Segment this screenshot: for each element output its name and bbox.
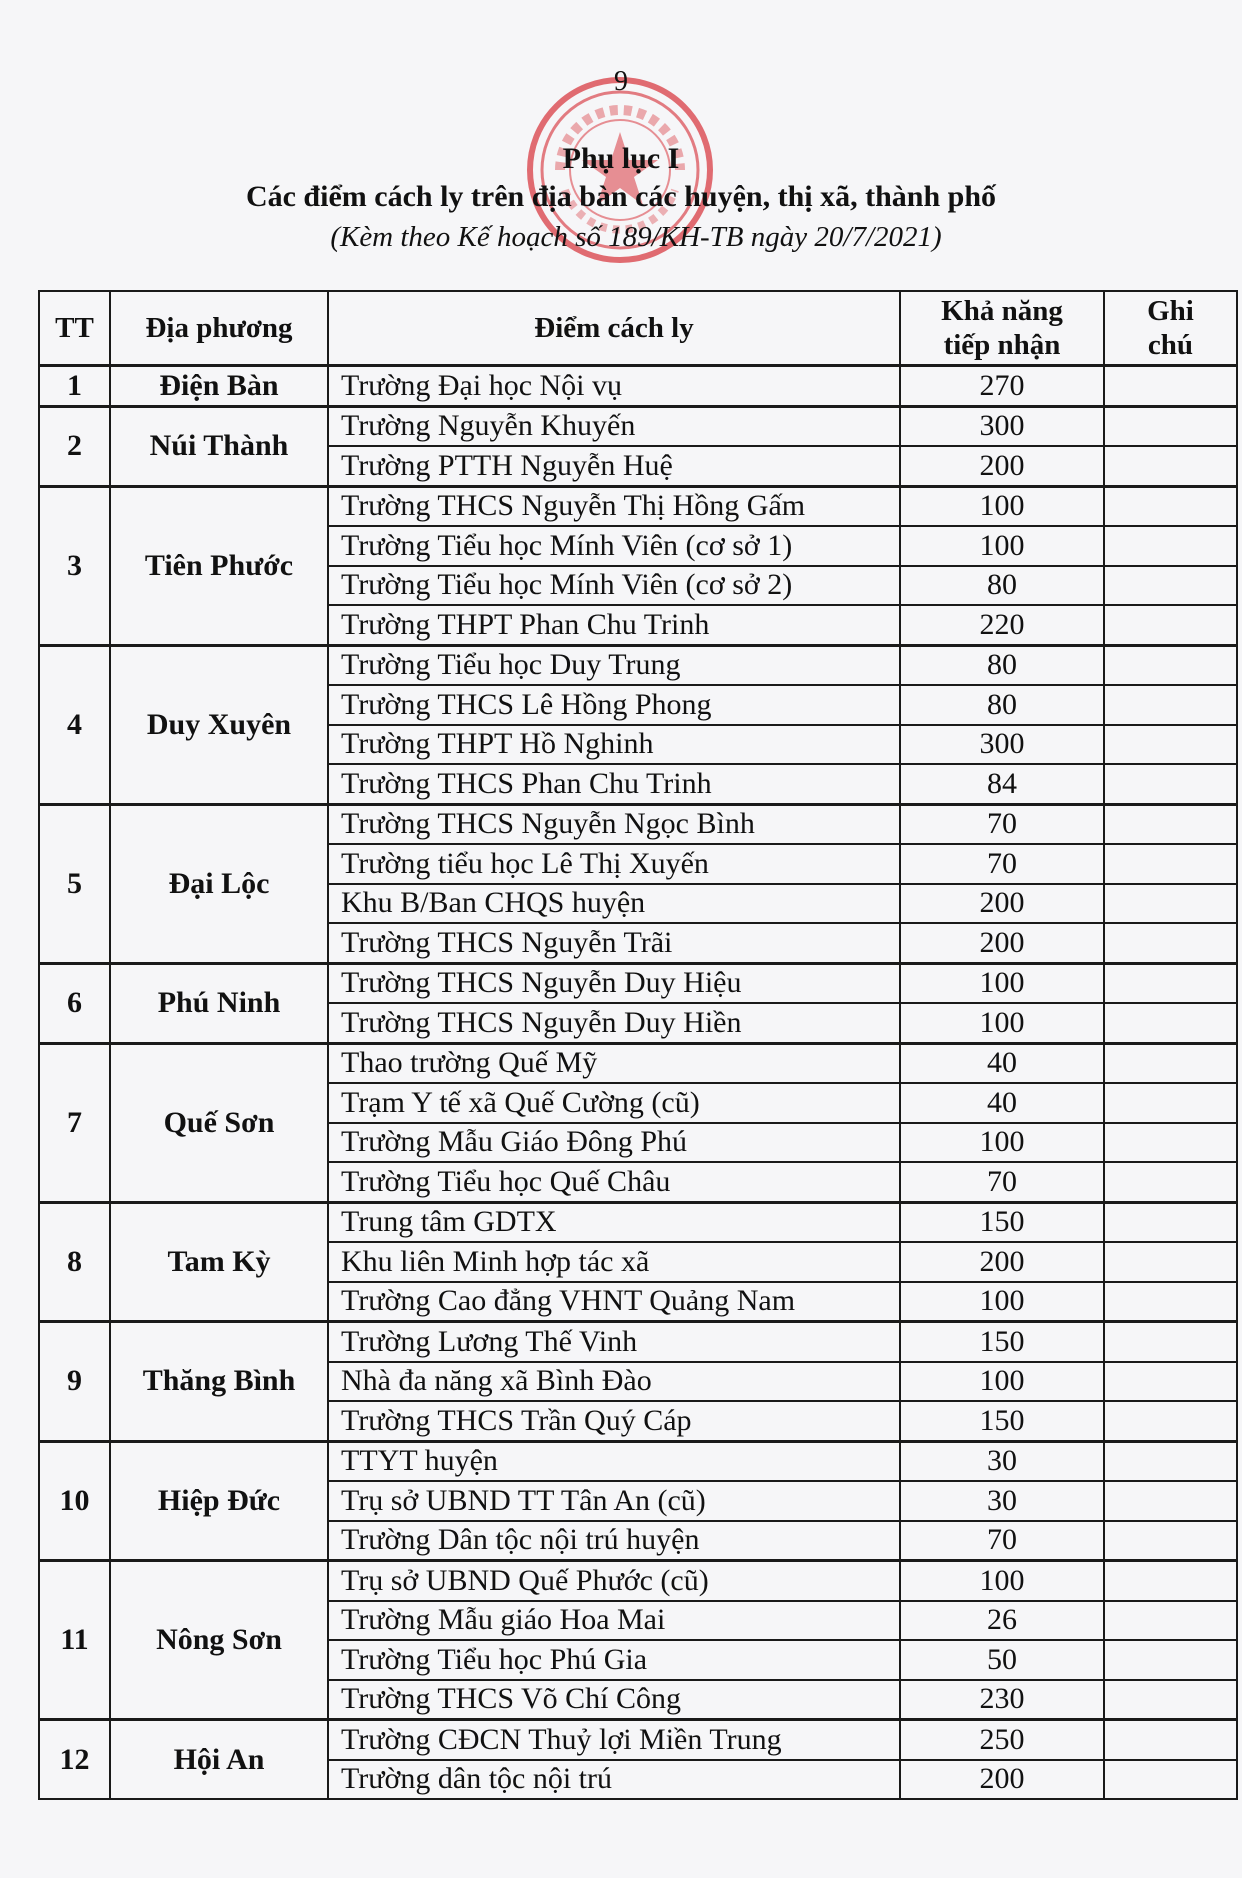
row-note: [1104, 486, 1237, 526]
row-point: Trường THCS Lê Hồng Phong: [328, 685, 900, 725]
row-point: Trường Cao đẳng VHNT Quảng Nam: [328, 1282, 900, 1322]
header-note-line1: Ghi: [1147, 295, 1194, 327]
row-capacity: 26: [900, 1601, 1104, 1641]
row-tt: 11: [39, 1561, 110, 1720]
row-note: [1104, 1521, 1237, 1561]
row-note: [1104, 1720, 1237, 1760]
row-capacity: 80: [900, 566, 1104, 606]
row-note: [1104, 1242, 1237, 1282]
row-point: Trường THCS Trần Quý Cáp: [328, 1401, 900, 1441]
row-note: [1104, 645, 1237, 685]
row-note: [1104, 1043, 1237, 1083]
row-note: [1104, 605, 1237, 645]
row-point: Trường THCS Nguyễn Duy Hiền: [328, 1003, 900, 1043]
row-note: [1104, 1401, 1237, 1441]
document-reference: (Kèm theo Kế hoạch số 189/KH-TB ngày 20/7/2021): [330, 221, 942, 253]
row-tt: 12: [39, 1720, 110, 1800]
row-note: [1104, 446, 1237, 486]
row-point: Trường PTTH Nguyễn Huệ: [328, 446, 900, 486]
table-row: [39, 1441, 1237, 1481]
row-note: [1104, 844, 1237, 884]
row-point: Trường THCS Nguyễn Thị Hồng Gấm: [328, 486, 900, 526]
row-capacity: 100: [900, 1282, 1104, 1322]
row-point: Trường tiểu học Lê Thị Xuyến: [328, 844, 900, 884]
row-point: Thao trường Quế Mỹ: [328, 1043, 900, 1083]
header-tt: TT: [39, 291, 110, 366]
header-capacity-line2: tiếp nhận: [943, 329, 1061, 361]
row-note: [1104, 566, 1237, 606]
row-point: Trường Tiểu học Quế Châu: [328, 1162, 900, 1202]
row-point: Trường Dân tộc nội trú huyện: [328, 1521, 900, 1561]
page-number: 9: [614, 66, 628, 97]
row-note: [1104, 963, 1237, 1003]
row-note: [1104, 1561, 1237, 1601]
row-point: Trường CĐCN Thuỷ lợi Miền Trung: [328, 1720, 900, 1760]
row-point: Khu liên Minh hợp tác xã: [328, 1242, 900, 1282]
row-capacity: 270: [900, 366, 1104, 407]
row-location: Tam Kỳ: [110, 1202, 328, 1322]
row-tt: 8: [39, 1202, 110, 1322]
row-note: [1104, 1680, 1237, 1720]
row-tt: 2: [39, 406, 110, 486]
row-capacity: 100: [900, 1561, 1104, 1601]
row-point: Trường Tiểu học Phú Gia: [328, 1640, 900, 1680]
row-capacity: 80: [900, 685, 1104, 725]
row-location: Tiên Phước: [110, 486, 328, 645]
header-location: Địa phương: [110, 291, 328, 366]
row-capacity: 100: [900, 1123, 1104, 1163]
row-point: Trường THCS Nguyễn Trãi: [328, 923, 900, 963]
row-location: Duy Xuyên: [110, 645, 328, 804]
table-row: [39, 1561, 1237, 1601]
row-note: [1104, 526, 1237, 566]
row-note: [1104, 1640, 1237, 1680]
row-note: [1104, 764, 1237, 804]
row-capacity: 150: [900, 1322, 1104, 1362]
row-point: Trường THCS Phan Chu Trinh: [328, 764, 900, 804]
table-row: [39, 1202, 1237, 1242]
row-location: Hiệp Đức: [110, 1441, 328, 1561]
row-location: Điện Bàn: [110, 366, 328, 407]
row-capacity: 100: [900, 486, 1104, 526]
table-row: [39, 1322, 1237, 1362]
row-point: Trường Tiểu học Duy Trung: [328, 645, 900, 685]
row-tt: 9: [39, 1322, 110, 1442]
row-note: [1104, 1481, 1237, 1521]
row-point: Trường Nguyễn Khuyến: [328, 406, 900, 446]
row-note: [1104, 1322, 1237, 1362]
row-point: Trường Tiểu học Mính Viên (cơ sở 2): [328, 566, 900, 606]
row-point: Trường THCS Nguyễn Duy Hiệu: [328, 963, 900, 1003]
table-body: [39, 366, 1237, 1800]
row-point: Trường Tiểu học Mính Viên (cơ sở 1): [328, 526, 900, 566]
row-note: [1104, 1162, 1237, 1202]
header-note: [1104, 291, 1237, 366]
row-capacity: 80: [900, 645, 1104, 685]
row-point: Trụ sở UBND TT Tân An (cũ): [328, 1481, 900, 1521]
table-row: [39, 645, 1237, 685]
row-capacity: 200: [900, 1760, 1104, 1800]
row-point: Trường Mẫu giáo Hoa Mai: [328, 1601, 900, 1641]
row-point: Trạm Y tế xã Quế Cường (cũ): [328, 1083, 900, 1123]
row-note: [1104, 1760, 1237, 1800]
row-capacity: 30: [900, 1441, 1104, 1481]
row-capacity: 100: [900, 1003, 1104, 1043]
row-location: Quế Sơn: [110, 1043, 328, 1202]
page-title: Phụ lục I: [562, 142, 680, 175]
header-capacity-line1: Khả năng: [941, 295, 1063, 327]
row-note: [1104, 804, 1237, 844]
row-location: Núi Thành: [110, 406, 328, 486]
row-capacity: 70: [900, 1521, 1104, 1561]
row-note: [1104, 1362, 1237, 1402]
row-capacity: 100: [900, 1362, 1104, 1402]
row-location: Thăng Bình: [110, 1322, 328, 1442]
table-row: [39, 963, 1237, 1003]
row-tt: 7: [39, 1043, 110, 1202]
header-point: Điểm cách ly: [328, 291, 900, 366]
row-capacity: 200: [900, 446, 1104, 486]
row-capacity: 150: [900, 1401, 1104, 1441]
row-note: [1104, 1601, 1237, 1641]
quarantine-table: [38, 290, 1238, 1800]
row-capacity: 200: [900, 923, 1104, 963]
row-note: [1104, 1202, 1237, 1242]
row-point: Trường dân tộc nội trú: [328, 1760, 900, 1800]
table-row: [39, 366, 1237, 407]
row-location: Hội An: [110, 1720, 328, 1800]
row-note: [1104, 366, 1237, 407]
table-row: [39, 804, 1237, 844]
page-subtitle: Các điểm cách ly trên địa bàn các huyện, thị xã, thành phố: [245, 180, 997, 213]
row-capacity: 230: [900, 1680, 1104, 1720]
row-capacity: 300: [900, 406, 1104, 446]
row-note: [1104, 1441, 1237, 1481]
row-capacity: 300: [900, 725, 1104, 765]
row-note: [1104, 406, 1237, 446]
row-point: Trường THCS Nguyễn Ngọc Bình: [328, 804, 900, 844]
row-point: Trường THCS Võ Chí Công: [328, 1680, 900, 1720]
row-point: Trường THPT Phan Chu Trinh: [328, 605, 900, 645]
table-row: [39, 406, 1237, 446]
row-point: Trung tâm GDTX: [328, 1202, 900, 1242]
row-capacity: 50: [900, 1640, 1104, 1680]
row-capacity: 200: [900, 1242, 1104, 1282]
row-capacity: 70: [900, 1162, 1104, 1202]
row-capacity: 40: [900, 1043, 1104, 1083]
row-point: Trụ sở UBND Quế Phước (cũ): [328, 1561, 900, 1601]
title-block: [0, 140, 1242, 256]
row-location: Phú Ninh: [110, 963, 328, 1043]
row-tt: 6: [39, 963, 110, 1043]
table-row: [39, 486, 1237, 526]
table-row: [39, 1720, 1237, 1760]
row-capacity: 100: [900, 963, 1104, 1003]
row-tt: 3: [39, 486, 110, 645]
row-location: Đại Lộc: [110, 804, 328, 963]
row-capacity: 150: [900, 1202, 1104, 1242]
row-capacity: 84: [900, 764, 1104, 804]
row-point: Trường Lương Thế Vinh: [328, 1322, 900, 1362]
row-capacity: 100: [900, 526, 1104, 566]
row-tt: 1: [39, 366, 110, 407]
header-note-line2: chú: [1147, 329, 1194, 361]
row-note: [1104, 884, 1237, 924]
row-point: TTYT huyện: [328, 1441, 900, 1481]
row-note: [1104, 725, 1237, 765]
header-capacity: [900, 291, 1104, 366]
row-note: [1104, 923, 1237, 963]
table-header-row: [39, 291, 1237, 366]
row-capacity: 70: [900, 804, 1104, 844]
row-location: Nông Sơn: [110, 1561, 328, 1720]
row-tt: 10: [39, 1441, 110, 1561]
row-capacity: 40: [900, 1083, 1104, 1123]
row-capacity: 70: [900, 844, 1104, 884]
row-note: [1104, 1003, 1237, 1043]
table-row: [39, 1043, 1237, 1083]
row-point: Trường Đại học Nội vụ: [328, 366, 900, 407]
row-note: [1104, 1282, 1237, 1322]
row-capacity: 200: [900, 884, 1104, 924]
row-capacity: 30: [900, 1481, 1104, 1521]
row-capacity: 220: [900, 605, 1104, 645]
row-note: [1104, 1083, 1237, 1123]
row-point: Nhà đa năng xã Bình Đào: [328, 1362, 900, 1402]
row-point: Trường Mẫu Giáo Đông Phú: [328, 1123, 900, 1163]
row-tt: 5: [39, 804, 110, 963]
row-point: Trường THPT Hồ Nghinh: [328, 725, 900, 765]
row-capacity: 250: [900, 1720, 1104, 1760]
row-note: [1104, 1123, 1237, 1163]
row-note: [1104, 685, 1237, 725]
row-point: Khu B/Ban CHQS huyện: [328, 884, 900, 924]
row-tt: 4: [39, 645, 110, 804]
